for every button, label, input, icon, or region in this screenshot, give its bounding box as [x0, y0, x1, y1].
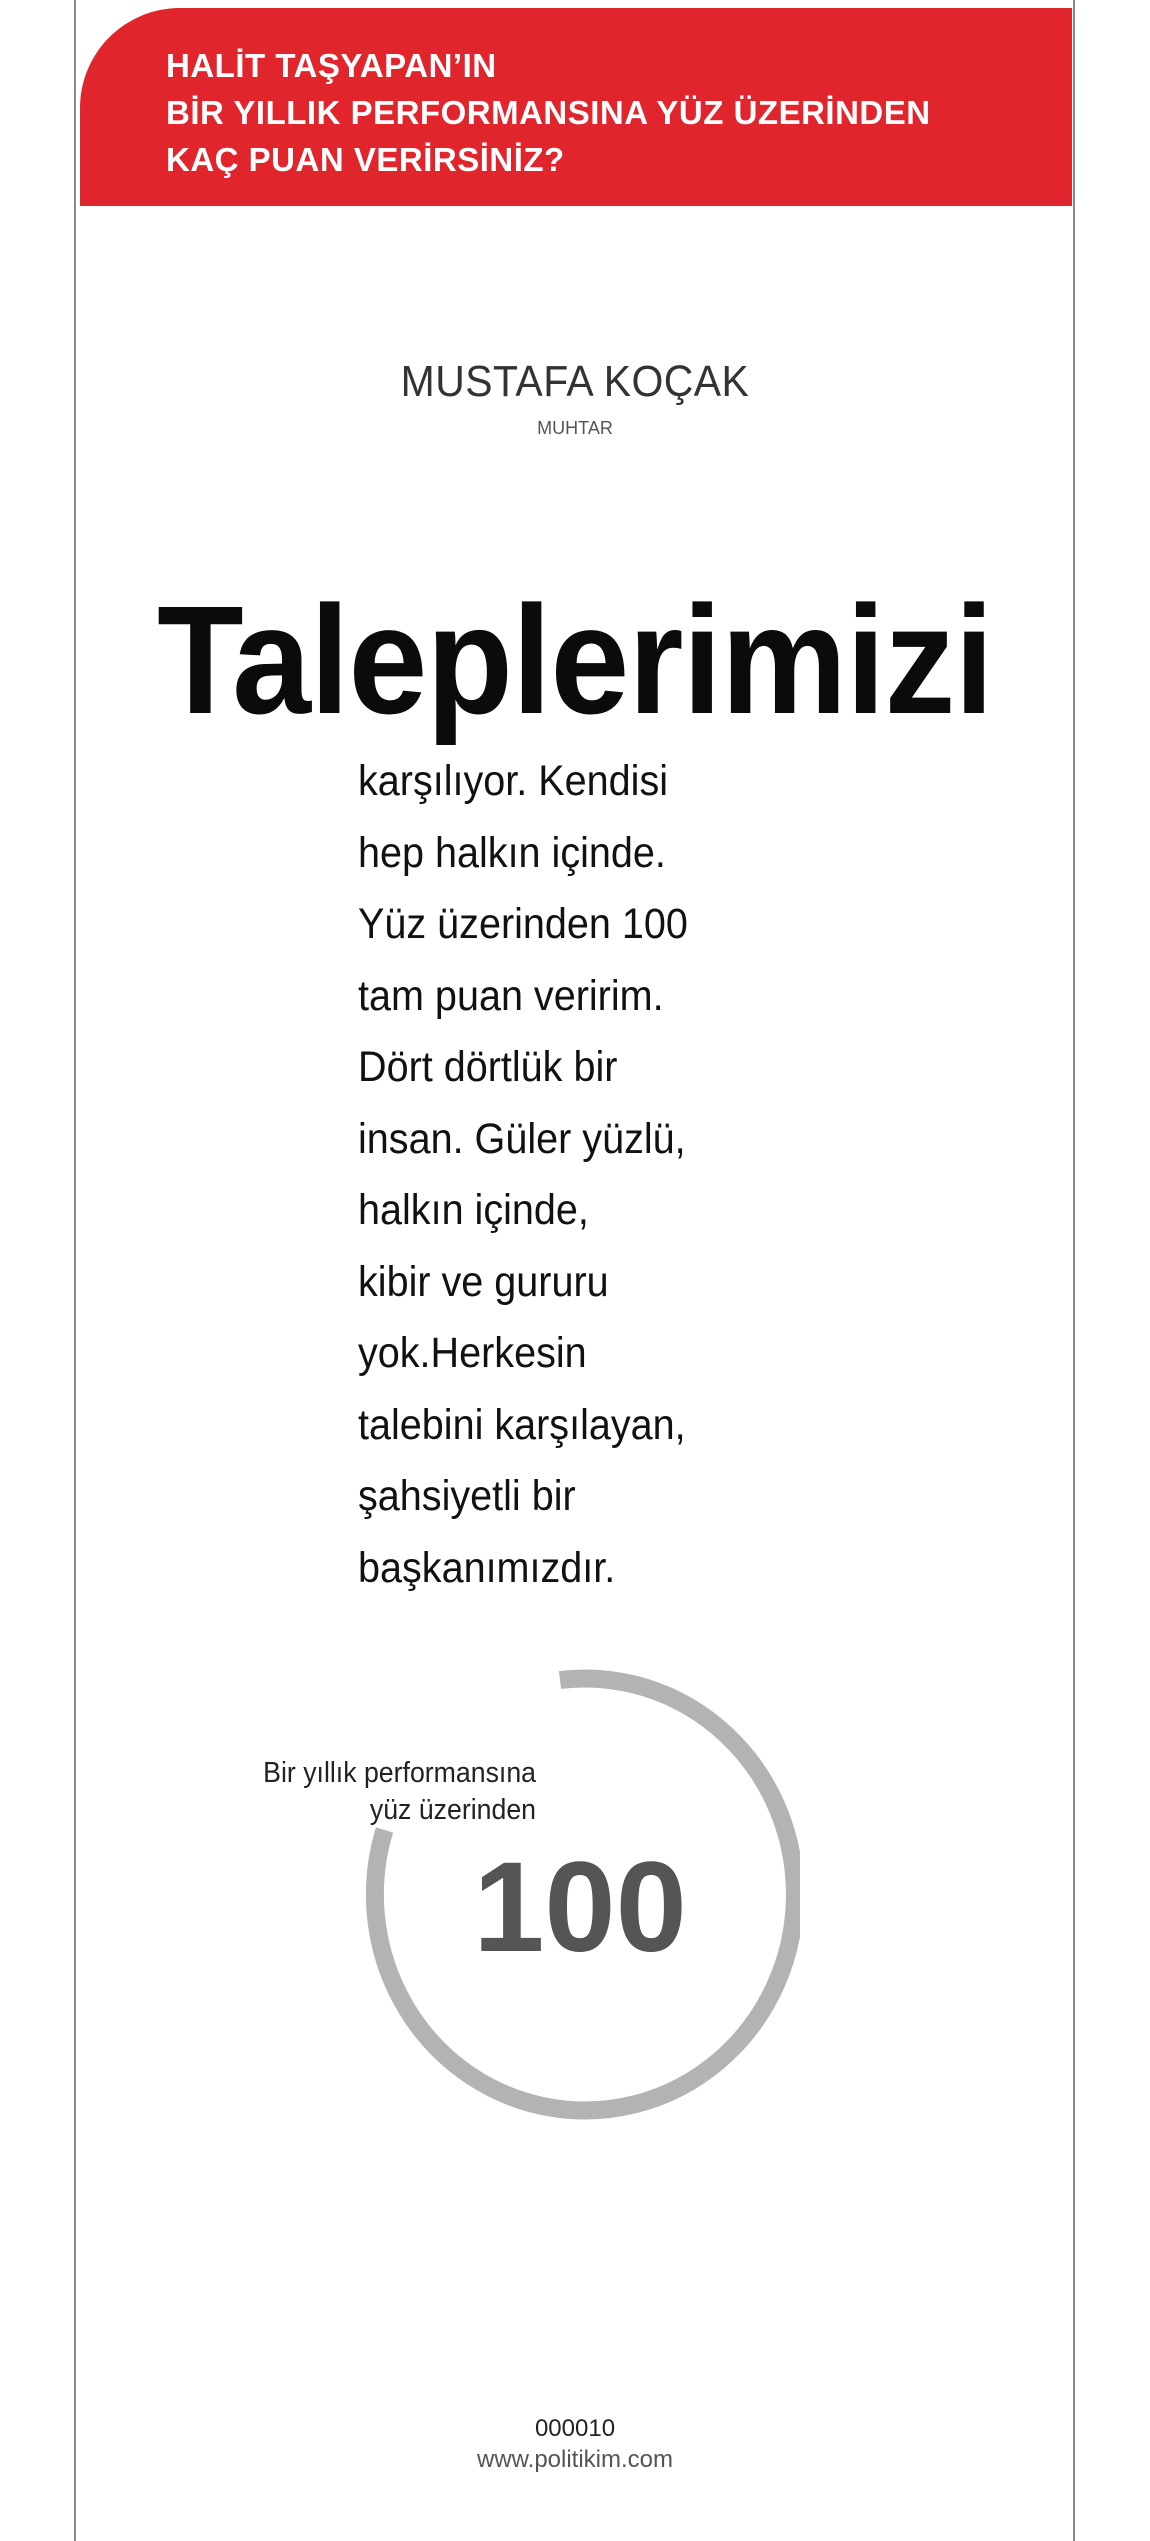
page-number: 000010	[534, 2415, 616, 2442]
quote-line: hep halkın içinde.	[358, 828, 666, 877]
score-caption: yüz üzerinden	[369, 1794, 536, 1826]
quote-line: Yüz üzerinden 100	[358, 900, 688, 948]
quote-line: tam puan veririm.	[358, 971, 664, 1020]
quote-line: şahsiyetli bir	[358, 1472, 576, 1520]
quote-line: karşılıyor. Kendisi	[358, 757, 669, 805]
quote-line: kibir ve gururu	[358, 1257, 609, 1306]
quote-line: yok.Herkesin	[358, 1329, 587, 1377]
quote-headline: Taleplerimizi	[157, 574, 993, 746]
person-role: MUHTAR	[537, 418, 613, 438]
question-line: HALİT TAŞYAPAN’IN	[166, 47, 497, 84]
quote-body	[358, 746, 778, 1604]
quote-line: Dört dörtlük bir	[358, 1043, 618, 1091]
question-banner	[80, 8, 1072, 206]
score-value: 100	[473, 1836, 687, 1979]
quote-line: talebini karşılayan,	[358, 1400, 686, 1449]
question-line: KAÇ PUAN VERİRSİNİZ?	[166, 141, 565, 178]
quote-line: halkın içinde,	[358, 1186, 589, 1234]
score-caption: Bir yıllık performansına	[263, 1757, 536, 1789]
quote-line: başkanımızdır.	[358, 1543, 616, 1592]
person-name: MUSTAFA KOÇAK	[400, 357, 750, 406]
question-line: BİR YILLIK PERFORMANSINA YÜZ ÜZERİNDEN	[166, 94, 931, 131]
quote-line: insan. Güler yüzlü,	[358, 1114, 686, 1163]
website-link[interactable]: www.politikim.com	[476, 2446, 674, 2473]
